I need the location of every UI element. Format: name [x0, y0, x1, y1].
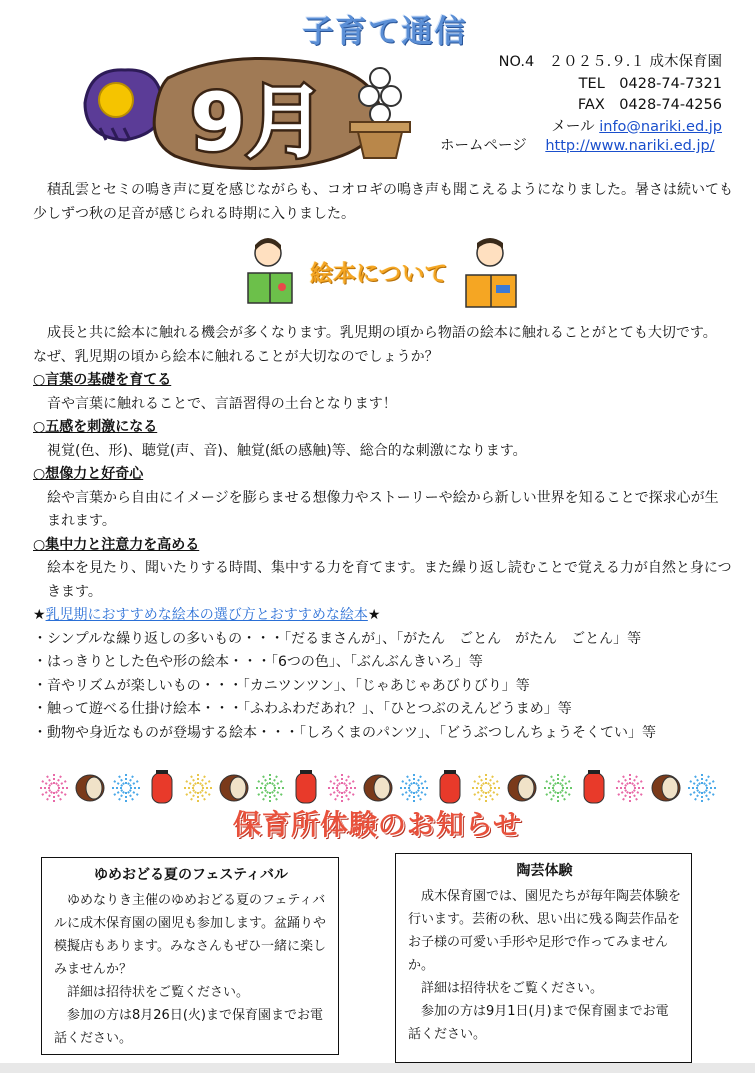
- firework-icon: [400, 774, 428, 802]
- star-mark: ★: [367, 607, 381, 623]
- lantern-icon: [152, 770, 172, 803]
- month-board: [154, 58, 380, 169]
- box-text: 詳細は招待状をご覧ください。: [421, 981, 604, 996]
- ehon-heading: 絵本について: [310, 261, 448, 287]
- intro-paragraph: [33, 179, 733, 226]
- box-text: 成木保育園では、園児たちが毎年陶芸体験を行います。芸術の秋、思い出に残る陶芸作品をお子様の可愛い手形や足形で作ってみませんか。: [408, 889, 682, 973]
- lantern-icon: [584, 770, 604, 803]
- section-text: 絵や言葉から自由にイメージを膨らませる想像力やストーリーや絵から新しい世界を知ることで探求心が生: [47, 489, 719, 506]
- lantern-icon: [440, 770, 460, 803]
- girl-reading-icon: [248, 238, 292, 303]
- pottery-notice-box: [395, 853, 692, 1063]
- recommend-item: ・シンプルな繰り返しの多いもの・・・「だるまさんが」、「がたん ごとん がたん ごとん」等: [33, 630, 642, 647]
- month-header-illustration: [80, 48, 415, 178]
- box-text: 参加の方は8月26日(火)まで保育園までお電話ください。: [54, 1008, 323, 1046]
- star-mark: ★: [33, 607, 46, 623]
- homepage-line: [440, 134, 715, 155]
- section-heading: ○言葉の基礎を育てる: [33, 372, 172, 388]
- fax-line: FAX 0428-74-4256: [577, 97, 722, 113]
- recommend-heading-text: 乳児期におすすめな絵本の選び方とおすすめな絵本: [45, 607, 368, 623]
- recommend-item: ・音やリズムが楽しいもの・・・「カニツンツン」、「じゃあじゃあびりびり」等: [33, 677, 530, 694]
- firework-icon: [688, 774, 716, 802]
- firework-icon: [616, 774, 644, 802]
- boy-reading-icon: [466, 238, 516, 307]
- section-heading: ○想像力と好奇心: [33, 466, 144, 482]
- taiko-drum-icon: [364, 775, 392, 801]
- taiko-drum-icon: [76, 775, 104, 801]
- contact-block: [499, 52, 722, 138]
- firework-icon: [544, 774, 572, 802]
- section-heading: ○五感を刺激になる: [33, 419, 158, 435]
- ehon-lead: 成長と共に絵本に触れる機会が多くなります。乳児期の頃から物語の絵本に触れることがとても大切です。: [47, 325, 717, 341]
- notice-heading: 保育所体験のお知らせ: [232, 808, 523, 841]
- taiko-drum-icon: [508, 775, 536, 801]
- firework-icon: [328, 774, 356, 802]
- homepage-label: ホームページ: [440, 138, 527, 154]
- box-text: 参加の方は9月1日(月)まで保育園までお電話ください。: [408, 1004, 669, 1042]
- recommend-item: ・動物や身近なものが登場する絵本・・・「しろくまのパンツ」、「どうぶつしんちょうそくてい」等: [33, 724, 656, 741]
- month-label: 9月: [190, 76, 326, 169]
- firework-icon: [40, 774, 68, 802]
- page-bottom-edge: [0, 1063, 755, 1073]
- ehon-lead: なぜ、乳児期の頃から絵本に触れることが大切なのでしょうか？: [33, 348, 439, 365]
- homepage-link[interactable]: http://www.nariki.ed.jp/: [545, 138, 715, 154]
- taiko-drum-icon: [652, 775, 680, 801]
- recommend-heading: [33, 604, 733, 628]
- firework-icon: [256, 774, 284, 802]
- mail-label: メール: [551, 118, 595, 135]
- section-text: 音や言葉に触れることで、言語習得の土台となります！: [47, 395, 397, 412]
- section-text: 視覚(色、形)、聴覚(声、音)、触覚(紙の感触)等、総合的な刺激になります。: [47, 442, 527, 459]
- moon-icon: [85, 70, 162, 140]
- intro-line: 積乱雲とセミの鳴き声に夏を感じながらも、コオロギの鳴き声も聞こえるようになりました。暑さは続いても: [47, 182, 733, 198]
- lantern-icon: [296, 770, 316, 803]
- intro-line: 少しずつ秋の足音が感じられる時期に入りました。: [33, 205, 355, 222]
- box-text: 詳細は招待状をご覧ください。: [67, 985, 250, 1000]
- festival-notice-box: [41, 857, 339, 1055]
- box-title: 陶芸体験: [516, 863, 573, 879]
- firework-icon: [472, 774, 500, 802]
- recommend-item: ・はっきりとした色や形の絵本・・・「6つの色」、「ぶんぶんきいろ」等: [33, 654, 483, 670]
- section-text: まれます。: [47, 513, 116, 529]
- section-text: 絵本を見たり、聞いたりする時間、集中する力を育てます。また繰り返し読むことで覚える力が自然と身につ: [47, 560, 732, 576]
- section-heading: ○集中力と注意力を高める: [33, 536, 200, 553]
- firework-icon: [112, 774, 140, 802]
- issue-line: NO.4 ２０２５.９.１ 成木保育園: [498, 54, 722, 70]
- ehon-body: [33, 322, 733, 745]
- box-text: ゆめなりき主催のゆめおどる夏のフェティバルに成木保育園の園児も参加します。盆踊りや模擬店もあります。みなさんもぜひ一緒に楽しみませんか？: [54, 893, 326, 977]
- tel-line: TEL 0428-74-7321: [578, 75, 722, 92]
- mail-link[interactable]: info@nariki.ed.jp: [599, 118, 722, 135]
- section-text: きます。: [47, 583, 102, 600]
- taiko-drum-icon: [220, 775, 248, 801]
- box-title: ゆめおどる夏のフェスティバル: [94, 867, 288, 883]
- newsletter-title: 子育て通信: [302, 14, 468, 50]
- firework-icon: [184, 774, 212, 802]
- recommend-item: ・触って遊べる仕掛け絵本・・・「ふわふわだあれ？」、「ひとつぶのえんどうまめ」等: [33, 701, 572, 717]
